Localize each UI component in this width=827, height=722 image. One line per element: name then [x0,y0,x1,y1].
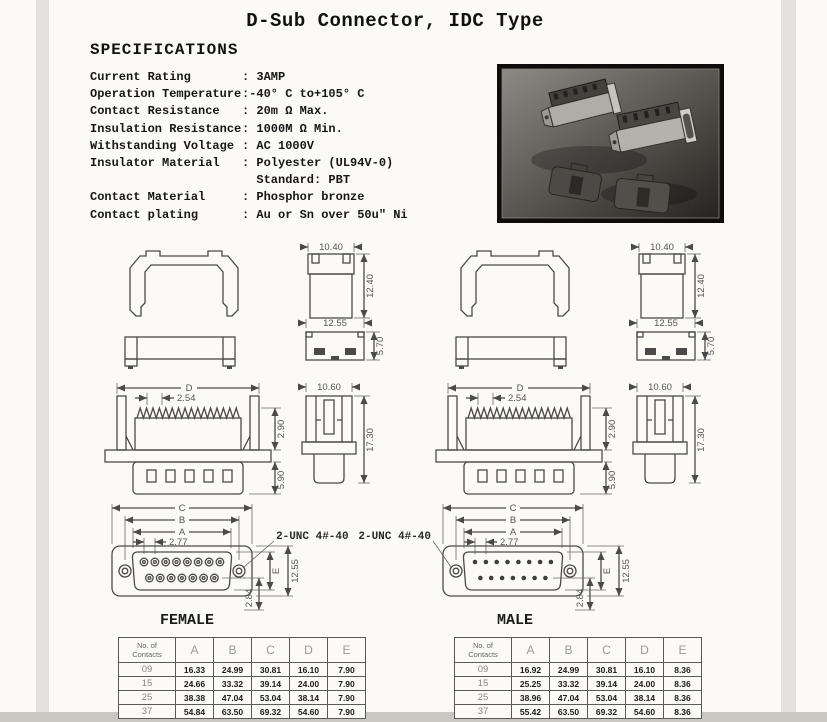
table-cell: 7.90 [328,705,366,719]
spec-value: : Au or Sn over 50u" Ni [242,207,408,222]
table-cell: 16.33 [176,663,214,677]
table-cell: 47.04 [214,691,252,705]
female-caption: FEMALE [159,612,215,629]
column-header: A [176,638,214,663]
spec-row [90,69,408,86]
specifications-list [90,69,408,224]
strain-relief-bottom-side-view-female [298,316,386,368]
dim-label: C [509,503,517,514]
spec-row [90,207,408,224]
table-cell: 7.90 [328,663,366,677]
dim-label: A [178,527,186,538]
strain-relief-front-view-male [455,244,575,322]
dim-label: 12.55 [621,559,632,583]
strain-relief-bottom-view-male [451,333,571,371]
spec-value: : Polyester (UL94V-0) [242,156,394,171]
table-cell: 38.38 [176,691,214,705]
dim-label: 17.30 [365,428,376,452]
table-row [119,705,366,719]
table-cell: 69.32 [588,705,626,719]
spec-value: : Phosphor bronze [242,190,365,205]
male-dimension-table [454,637,702,719]
dim-label: 2.77 [169,537,188,548]
column-header: C [252,638,290,663]
dim-label: 10.40 [319,242,343,253]
table-cell: 24.00 [626,677,664,691]
table-row [455,663,702,677]
dim-label: E [271,567,282,575]
contacts-count: 09 [119,663,176,677]
page-title: D-Sub Connector, IDC Type [246,10,544,32]
spec-value: : AC 1000V [242,138,315,153]
table-row [119,663,366,677]
dim-label: 12.55 [290,559,301,583]
dim-label: 2.54 [177,393,196,404]
female-dimension-table [118,637,366,719]
table-cell: 33.32 [550,677,588,691]
dim-label: B [178,515,186,526]
column-header: A [512,638,550,663]
scan-band-right [781,0,796,722]
table-row [455,691,702,705]
table-cell: 24.99 [214,663,252,677]
dim-label: 5.70 [706,336,717,356]
spec-label: Current Rating [90,70,191,84]
table-cell: 7.90 [328,691,366,705]
male-caption: MALE [496,612,534,629]
spec-label: Contact Material [90,190,206,205]
corner-line1: No. of [472,641,493,650]
spec-row [90,121,408,138]
spec-label [90,172,242,189]
scan-band-left [36,0,49,722]
dim-label: 12.40 [365,274,376,298]
spec-row [90,138,408,155]
face-view-male [360,498,665,633]
dim-label: 5.90 [607,470,618,490]
contacts-count: 15 [119,677,176,691]
table-cell: 8.36 [664,677,702,691]
spec-value: : 1000M Ω Min. [242,121,343,136]
table-corner-cell [455,638,512,663]
table-cell: 38.96 [512,691,550,705]
spec-row [90,86,408,103]
table-header-row [119,638,366,663]
dim-label: 2.54 [508,393,527,404]
spec-row [90,189,408,206]
table-cell: 39.14 [252,677,290,691]
table-cell: 53.04 [588,691,626,705]
table-cell: 16.92 [512,663,550,677]
column-header: D [626,638,664,663]
product-photo [497,64,724,223]
spec-label: Withstanding Voltage [90,138,235,153]
strain-relief-bottom-side-view-male [629,316,717,368]
dim-label: 2.84 [244,588,255,608]
dim-label: 2.84 [575,588,586,608]
table-corner-cell [119,638,176,663]
spec-value: : 20m Ω Max. [242,104,329,119]
female-socket-holes [140,558,224,582]
dim-label: A [509,527,517,538]
table-cell: 38.14 [626,691,664,705]
contacts-count: 37 [455,705,512,719]
corner-line1: No. of [136,641,157,650]
table-row [119,677,366,691]
dim-label: B [509,515,517,526]
table-cell: 16.10 [626,663,664,677]
strain-relief-side-view-male [631,240,711,322]
contacts-count: 25 [455,691,512,705]
strain-relief-front-view-female [124,244,244,322]
spec-label: Insulator Material [90,156,220,171]
table-cell: 24.99 [550,663,588,677]
contacts-count: 25 [119,691,176,705]
spec-value: :-40° C to+105° C [242,87,365,102]
dim-label: 5.90 [276,470,287,490]
dim-label: D [516,383,524,394]
spec-label: Operation Temperature [90,87,242,102]
contacts-count: 09 [455,663,512,677]
column-header: D [290,638,328,663]
table-cell: 63.50 [214,705,252,719]
table-cell: 53.04 [252,691,290,705]
spec-label: Contact plating [90,207,199,222]
dim-label: E [602,567,613,575]
table-cell: 7.90 [328,677,366,691]
table-cell: 55.42 [512,705,550,719]
screw-thread-callout: 2-UNC 4#-40 [276,531,349,543]
dim-label: C [178,503,186,514]
column-header: B [550,638,588,663]
column-header: E [328,638,366,663]
dim-label: 12.55 [654,318,678,329]
strain-relief-side-view-female [300,240,380,322]
dim-label: 10.60 [317,382,341,393]
contacts-count: 15 [455,677,512,691]
dim-label: 2.77 [500,537,519,548]
table-cell: 54.60 [290,705,328,719]
table-row [455,677,702,691]
male-pin-dots [473,560,554,581]
table-cell: 30.81 [252,663,290,677]
spec-row [90,155,408,172]
spec-value: : 3AMP [242,70,286,84]
column-header: E [664,638,702,663]
table-cell: 24.00 [290,677,328,691]
screw-thread-callout: 2-UNC 4#-40 [358,531,431,543]
table-cell: 39.14 [588,677,626,691]
table-cell: 38.14 [290,691,328,705]
dim-label: D [185,383,193,394]
dim-label: 2.90 [276,419,287,439]
corner-line2: Contacts [132,650,162,659]
corner-line2: Contacts [468,650,498,659]
table-cell: 8.36 [664,691,702,705]
spec-row [90,172,408,189]
table-cell: 8.36 [664,705,702,719]
contacts-count: 37 [119,705,176,719]
table-row [119,691,366,705]
table-header-row [455,638,702,663]
spec-row [90,103,408,120]
spec-label: Insulation Resistance [90,121,242,136]
dim-label: 10.40 [650,242,674,253]
table-cell: 54.60 [626,705,664,719]
table-cell: 25.25 [512,677,550,691]
table-cell: 16.10 [290,663,328,677]
table-cell: 69.32 [252,705,290,719]
table-cell: 63.50 [550,705,588,719]
table-cell: 8.36 [664,663,702,677]
column-header: C [588,638,626,663]
spec-value: Standard: PBT [242,173,351,188]
dim-label: 2.90 [607,419,618,439]
face-view-female [104,498,349,633]
dim-label: 12.40 [696,274,707,298]
table-cell: 33.32 [214,677,252,691]
spec-label: Contact Resistance [90,104,220,119]
dim-label: 17.30 [696,428,707,452]
table-row [455,705,702,719]
strain-relief-bottom-view-female [120,333,240,371]
dim-label: 10.60 [648,382,672,393]
column-header: B [214,638,252,663]
dim-label: 12.55 [323,318,347,329]
table-cell: 30.81 [588,663,626,677]
dim-label: 5.70 [375,336,386,356]
table-cell: 54.84 [176,705,214,719]
table-cell: 24.66 [176,677,214,691]
table-cell: 47.04 [550,691,588,705]
specifications-heading: SPECIFICATIONS [90,41,239,59]
